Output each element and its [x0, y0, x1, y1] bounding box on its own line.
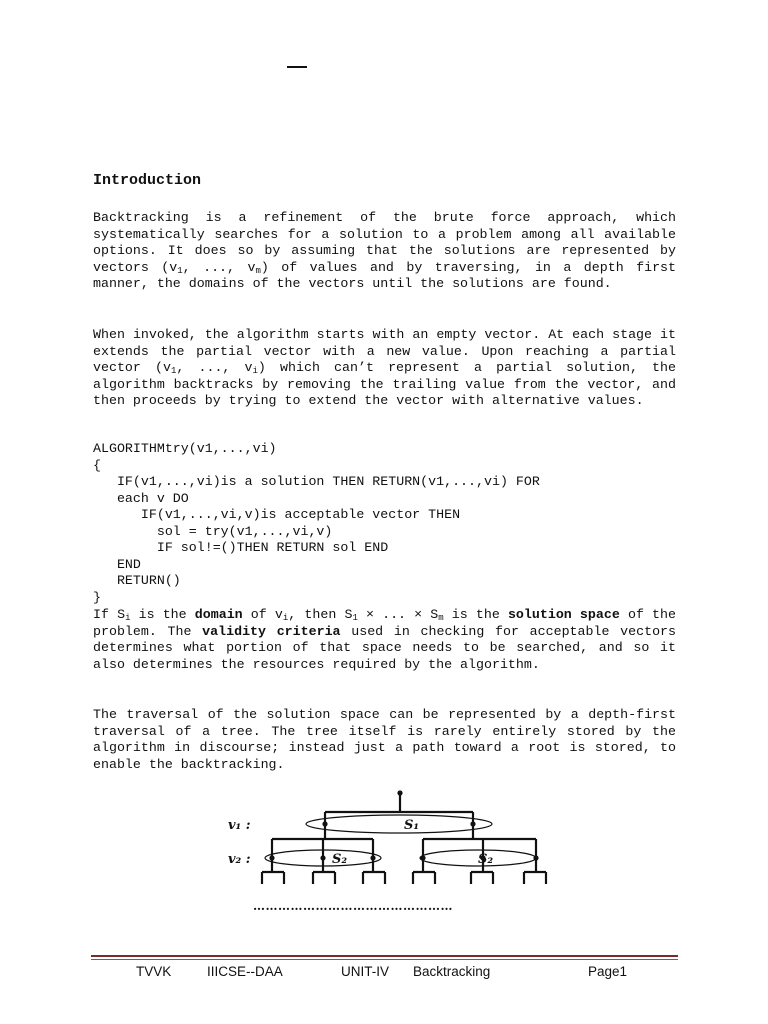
footer-unit: UNIT-IV	[341, 964, 390, 979]
code-line: {	[93, 457, 101, 473]
v2-level-label: v₂ :	[228, 852, 251, 867]
footer-author: TVVK	[136, 964, 172, 979]
paragraph-intro: Backtracking is a refinement of the brute force approach, which systematically searches for a solution to a problem among all available options. It does so by assuming that the solutions are represented by vectors ($v_1$, ..., $v_m$) of values and by traversing, in a depth first manner, the domains of the vectors until the solutions are found.	[93, 210, 677, 291]
tree-node	[320, 855, 325, 860]
paragraph-traversal: The traversal of the solution space can be represented by a depth-first traversal of a tree. The tree itself is rarely entirely stored by the algorithm in discourse; instead just a path toward a root is stored, to enable the backtracking.	[93, 707, 676, 772]
paragraph-invocation: When invoked, the algorithm starts with an empty vector. At each stage it extends the partial vector with a new value. Upon reaching a partial vector ($v_1$, ..., $v_i$) which can’t represent a partial solution, the algorithm backtracks by removing the trailing value from the vector, and then proceeds by trying to extend the vector with alternative values.	[93, 327, 676, 408]
algorithm-listing	[93, 441, 540, 606]
root-node	[397, 790, 402, 795]
footer-course: IIICSE--DAA	[207, 964, 283, 979]
footer-rule-thin	[91, 959, 678, 960]
footer-page-number: Page1	[588, 964, 628, 979]
search-tree-diagram	[220, 782, 550, 917]
s2-set-label-left: S₂	[332, 852, 348, 867]
code-line: END	[93, 556, 141, 572]
footer-rule	[91, 955, 678, 957]
footer-topic: Backtracking	[413, 964, 491, 979]
section-title: Introduction	[93, 172, 202, 189]
code-line: each v DO	[93, 490, 189, 506]
code-line: sol = try(v1,...,vi,v)	[93, 523, 333, 539]
code-line: IF sol!=()THEN RETURN sol END	[93, 540, 389, 555]
code-line: }	[93, 589, 101, 605]
tree-node	[420, 855, 425, 860]
s2-set-label-right: S₂	[478, 852, 494, 867]
v1-level-label: v₁ :	[228, 818, 251, 833]
tree-node	[269, 855, 274, 860]
tree-node	[533, 855, 538, 860]
code-line: IF(v1,...,vi,v)is acceptable vector THEN	[93, 507, 461, 522]
code-line: RETURN()	[93, 573, 181, 588]
tree-node	[370, 855, 375, 860]
s1-set-label: S₁	[404, 818, 420, 833]
paragraph-solution-space: If $S_i$ is the domain of $v_i$, then $S_1$ × ... × $S_m$ is the solution space of the problem. The validity criteria used in checking for acceptable vectors determines what portion of that space needs to be searched, and so it also determines the resources required by the algorithm.	[93, 607, 677, 672]
continuation-dots: …………………………………………	[253, 899, 453, 913]
code-line: IF(v1,...,vi)is a solution THEN RETURN(v1,...,vi) FOR	[93, 474, 540, 489]
header-dash-mark	[287, 66, 307, 68]
s1-ellipse	[306, 815, 492, 833]
tree-node	[322, 821, 327, 826]
tree-node	[470, 821, 475, 826]
code-line: ALGORITHMtry(v1,...,vi)	[93, 441, 277, 456]
